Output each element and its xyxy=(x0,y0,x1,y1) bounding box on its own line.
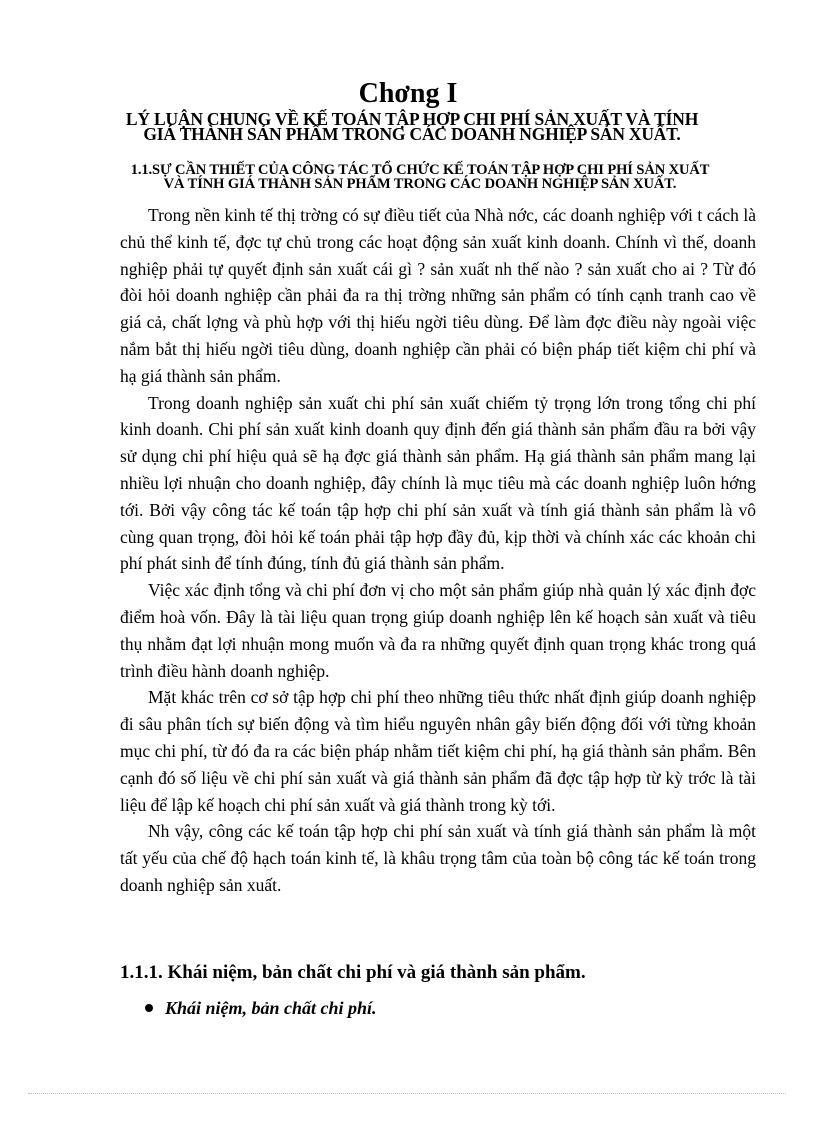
body-text xyxy=(120,202,756,899)
paragraph: Việc xác định tổng và chi phí đơn vị cho một sản phẩm giúp nhà quản lý xác định đợc điểm hoà vốn. Đây là tài liệu quan trọng giúp doanh nghiệp lên kế hoạch sản xuất và tiêu thụ nhằm đạt lợi nhuận mong muốn và đa ra những quyết định quan trọng khác trong quá trình điều hành doanh nghiệp. xyxy=(120,580,756,681)
bullet-text: Khái niệm, bản chất chi phí. xyxy=(165,998,377,1018)
page-footer-divider xyxy=(28,1093,786,1094)
subsection-heading: 1.1.1. Khái niệm, bản chất chi phí và giá thành sản phẩm. xyxy=(120,962,586,983)
paragraph: Nh vậy, công các kế toán tập hợp chi phí sản xuất và tính giá thành sản phẩm là một tất yếu của chế độ hạch toán kinh tế, là khâu trọng tâm của toàn bộ công tác kế toán trong doanh nghiệp sản xuất. xyxy=(120,821,756,895)
section-title: 1.1.SỰ CẦN THIẾT CỦA CÔNG TÁC TỔ CHỨC KẾ TOÁN TẬP HỢP CHI PHÍ SẢN XUẤT VÀ TÍNH GIÁ THÀNH SẢN PHẨM TRONG CÁC DOANH NGHIỆP SẢN XUẤT. xyxy=(130,162,710,192)
paragraph: Trong doanh nghiệp sản xuất chi phí sản xuất chiếm tỷ trọng lớn trong tổng chi phí kinh doanh. Chi phí sản xuất kinh doanh quy định đến giá thành sản phẩm đầu ra bởi vậy sử dụng chi phí hiệu quả sẽ hạ đợc giá thành sản phẩm. Hạ giá thành sản phẩm mang lại nhiều lợi nhuận cho doanh nghiệp, đây chính là mục tiêu mà các doanh nghiệp luôn hớng tới. Bởi vậy công tác kế toán tập hợp chi phí sản xuất và tính giá thành sản phẩm là vô cùng quan trọng, đòi hỏi kế toán phải tập hợp đầy đủ, kịp thời và chính xác các khoản chi phí phát sinh để tính đúng, tính đủ giá thành sản phẩm. xyxy=(120,392,756,574)
bullet-icon xyxy=(145,1004,153,1012)
bullet-list-item xyxy=(145,995,377,1021)
chapter-title: LÝ LUẬN CHUNG VỀ KẾ TOÁN TẬP HỢP CHI PHÍ SẢN XUẤT VÀ TÍNH GIÁ THÀNH SẢN PHẨM TRONG CÁC DOANH NGHIỆP SẢN XUẤT. xyxy=(125,109,699,144)
paragraph: Mặt khác trên cơ sở tập hợp chi phí theo những tiêu thức nhất định giúp doanh nghiệp đi sâu phân tích sự biến động và tìm hiểu nguyên nhân gây biến động đối với từng khoản mục chi phí, từ đó đa ra các biện pháp nhằm tiết kiệm chi phí, hạ giá thành sản phẩm. Bên cạnh đó số liệu về chi phí sản xuất và giá thành sản phẩm đã đợc tập hợp từ kỳ trớc là tài liệu để lập kế hoạch chi phí sản xuất và giá thành trong kỳ tới. xyxy=(120,687,756,815)
chapter-heading: Chơng I xyxy=(358,78,458,109)
paragraph: Trong nền kinh tế thị trờng có sự điều tiết của Nhà nớc, các doanh nghiệp với t cách là chủ thể kinh tế, đợc tự chủ trong các hoạt động sản xuất kinh doanh. Chính vì thế, doanh nghiệp phải tự quyết định sản xuất cái gì ? sản xuất nh thế nào ? sản xuất cho ai ? Từ đó đòi hỏi doanh nghiệp cần phải đa ra thị trờng những sản phẩm có tính cạnh tranh cao về giá cả, chất lợng và phù hợp với thị hiếu ngời tiêu dùng. Để làm đợc điều này ngoài việc nắm bắt thị hiếu ngời tiêu dùng, doanh nghiệp cần phải có biện pháp tiết kiệm chi phí và hạ giá thành sản phẩm. xyxy=(120,205,756,386)
